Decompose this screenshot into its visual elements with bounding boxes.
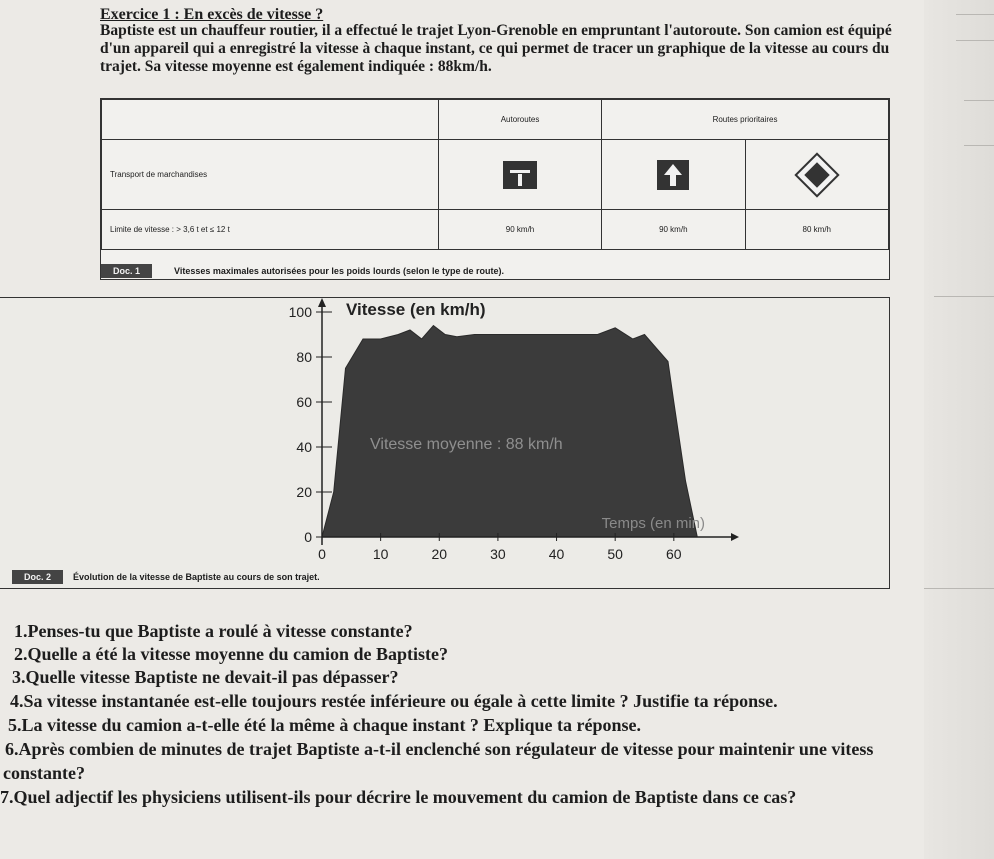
edge-line [934, 296, 994, 297]
doc2-badge: Doc. 2 [12, 570, 63, 584]
exercise-title: Exercice 1 : En excès de vitesse ? [100, 6, 324, 23]
question-4: 4.Sa vitesse instantanée est-elle toujours restée inférieure ou égale à cette limite ? Justifie ta réponse. [10, 691, 778, 711]
sign-cell [439, 140, 602, 210]
doc2-caption: Évolution de la vitesse de Baptiste au cours de son trajet. [73, 572, 320, 582]
limit-autoroute: 90 km/h [439, 210, 602, 250]
row-label-transport: Transport de marchandises [102, 140, 439, 210]
y-tick-label: 20 [296, 484, 312, 500]
y-tick-label: 40 [296, 439, 312, 455]
y-tick-label: 0 [304, 529, 312, 545]
edge-line [964, 145, 994, 146]
page-edge [924, 0, 994, 859]
x-tick-label: 60 [666, 546, 682, 562]
header-autoroutes: Autoroutes [439, 100, 602, 140]
priority-road-arrow-icon [657, 160, 689, 190]
limit-route-2: 80 km/h [745, 210, 888, 250]
doc2-chart-frame [0, 297, 890, 589]
edge-line [964, 100, 994, 101]
y-axis-title: Vitesse (en km/h) [346, 300, 486, 319]
y-tick-label: 60 [296, 394, 312, 410]
edge-line [956, 14, 994, 15]
exercise-intro [100, 22, 926, 76]
sign-cell [745, 140, 888, 210]
x-tick-label: 50 [607, 546, 623, 562]
doc1-caption-row [101, 264, 504, 278]
motorway-sign-icon [503, 161, 537, 189]
doc1-speed-limit-table [100, 98, 890, 280]
intro-line: trajet. Sa vitesse moyenne est également indiquée : 88km/h. [100, 58, 492, 75]
x-tick-label: 30 [490, 546, 506, 562]
doc1-caption: Vitesses maximales autorisées pour les poids lourds (selon le type de route). [174, 266, 504, 276]
average-speed-annotation: Vitesse moyenne : 88 km/h [370, 436, 563, 453]
x-tick-label: 40 [548, 546, 565, 562]
priority-road-diamond-icon [794, 152, 839, 197]
question-3: 3.Quelle vitesse Baptiste ne devait-il pas dépasser? [12, 667, 399, 687]
table-corner-cell [102, 100, 439, 140]
x-tick-label: 10 [372, 546, 389, 562]
x-axis-title: Temps (en min) [601, 515, 705, 532]
y-axis-arrow-icon [318, 298, 326, 307]
y-tick-label: 100 [288, 304, 312, 320]
speed-chart [0, 298, 888, 568]
limit-route-1: 90 km/h [602, 210, 745, 250]
question-7: 7.Quel adjectif les physiciens utilisent-ils pour décrire le mouvement du camion de Baptiste dans ce cas? [0, 787, 797, 807]
question-1: 1.Penses-tu que Baptiste a roulé à vitesse constante? [14, 621, 413, 641]
x-tick-label: 0 [318, 546, 326, 562]
x-tick-label: 20 [431, 546, 448, 562]
intro-line: d'un appareil qui a enregistré la vitesse à chaque instant, ce qui permet de tracer un graphique de la vitesse au cours du [100, 40, 890, 57]
y-tick-label: 80 [296, 349, 312, 365]
row-label-limit: Limite de vitesse : > 3,6 t et ≤ 12 t [102, 210, 439, 250]
question-6-continued: constante? [3, 763, 85, 783]
intro-line: Baptiste est un chauffeur routier, il a effectué le trajet Lyon-Grenoble en empruntant l'autoroute. Son camion est équipé [100, 22, 892, 39]
question-2: 2.Quelle a été la vitesse moyenne du camion de Baptiste? [14, 644, 448, 664]
sign-cell [602, 140, 745, 210]
edge-line [956, 40, 994, 41]
doc1-badge: Doc. 1 [101, 264, 152, 278]
edge-line [924, 588, 994, 589]
question-6: 6.Après combien de minutes de trajet Baptiste a-t-il enclenché son régulateur de vitesse pour maintenir une vitess [5, 739, 874, 759]
speed-area-series [322, 326, 697, 538]
x-axis-arrow-icon [731, 533, 739, 541]
doc2-caption-row [0, 570, 320, 584]
question-5: 5.La vitesse du camion a-t-elle été la même à chaque instant ? Explique ta réponse. [8, 715, 641, 735]
header-routes-prioritaires: Routes prioritaires [602, 100, 889, 140]
